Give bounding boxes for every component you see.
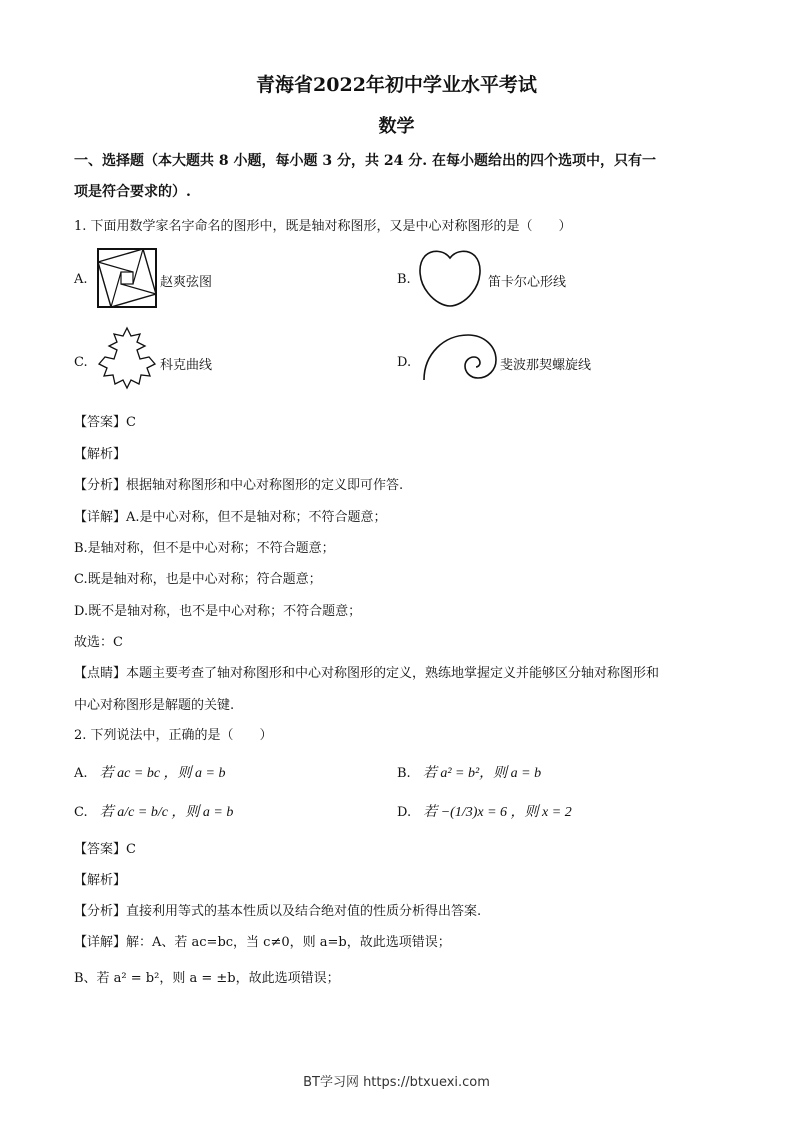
q2-option-b-letter: B. — [397, 766, 411, 781]
q1-option-d-letter: D. — [397, 355, 412, 370]
q1-detail-line: 故选：C — [74, 635, 123, 650]
q2-option-c-letter: C. — [74, 805, 88, 820]
q2-option-b-text: 若 a² = b²，则 a = b — [422, 766, 542, 781]
q1-detail-line: D.既不是轴对称，也不是中心对称；不符合题意； — [74, 604, 362, 619]
zhao-shuang-square-icon — [97, 248, 157, 308]
q1-comment-line1: 【点睛】本题主要考查了轴对称图形和中心对称图形的定义，熟练地掌握定义并能够区分轴对称图形和 — [74, 666, 660, 681]
q2-fenxi: 【分析】直接利用等式的基本性质以及结合绝对值的性质分析得出答案. — [74, 904, 482, 919]
q1-analysis-heading: 【解析】 — [74, 447, 127, 462]
q1-detail-line: C.既是轴对称，也是中心对称；符合题意； — [74, 572, 322, 587]
q1-option-a-letter: A. — [74, 272, 88, 287]
q2-stem: 2. 下列说法中，正确的是（ ） — [74, 728, 273, 743]
q2-detail1: 【详解】解：A、若 ac=bc，当 c≠0，则 a=b，故此选项错误； — [74, 935, 451, 950]
q1-option-d-label: 斐波那契螺旋线 — [500, 358, 592, 373]
q1-option-c-label: 科克曲线 — [160, 358, 213, 373]
q1-option-b-label: 笛卡尔心形线 — [488, 275, 567, 290]
footer-watermark: BT学习网 https://btxuexi.com — [303, 1075, 490, 1090]
cardioid-icon — [418, 248, 482, 308]
q1-option-c-letter: C. — [74, 355, 88, 370]
q2-option-d-text: 若 −(1/3)x = 6 ，则 x = 2 — [423, 805, 572, 820]
q2-option-c-text: 若 a/c = b/c ，则 a = b — [99, 805, 234, 820]
koch-snowflake-icon — [95, 326, 159, 392]
page-title: 青海省2022年初中学业水平考试 — [256, 74, 537, 96]
subject-title: 数学 — [378, 116, 415, 137]
q1-answer: 【答案】C — [74, 415, 136, 430]
q2-option-a — [74, 762, 226, 782]
q1-detail-line: 【详解】A.是中心对称，但不是轴对称；不符合题意； — [74, 510, 387, 525]
q2-option-a-text: 若 ac = bc ，则 a = b — [99, 766, 226, 781]
section-heading-line2: 项是符合要求的）. — [74, 184, 191, 200]
q2-answer: 【答案】C — [74, 842, 136, 857]
q2-option-d-letter: D. — [397, 805, 412, 820]
q2-option-c — [74, 801, 233, 821]
q1-fenxi: 【分析】根据轴对称图形和中心对称图形的定义即可作答. — [74, 478, 404, 493]
q2-option-d — [397, 801, 572, 821]
q2-option-a-letter: A. — [74, 766, 88, 781]
q1-option-a-label: 赵爽弦图 — [160, 275, 213, 290]
fibonacci-spiral-icon — [422, 332, 498, 382]
section-heading-line1: 一、选择题（本大题共 8 小题，每小题 3 分，共 24 分. 在每小题给出的四个选项中，只有一 — [74, 153, 656, 169]
q1-detail-line: B.是轴对称，但不是中心对称；不符合题意； — [74, 541, 335, 556]
q2-detail2: B、若 a² = b²，则 a = ±b，故此选项错误； — [74, 971, 340, 986]
q1-stem: 1. 下面用数学家名字命名的图形中，既是轴对称图形，又是中心对称图形的是（ ） — [74, 219, 572, 234]
q2-analysis-heading: 【解析】 — [74, 873, 127, 888]
q2-option-b — [397, 762, 541, 782]
q1-comment-line2: 中心对称图形是解题的关键. — [74, 698, 235, 713]
q1-option-b-letter: B. — [397, 272, 411, 287]
